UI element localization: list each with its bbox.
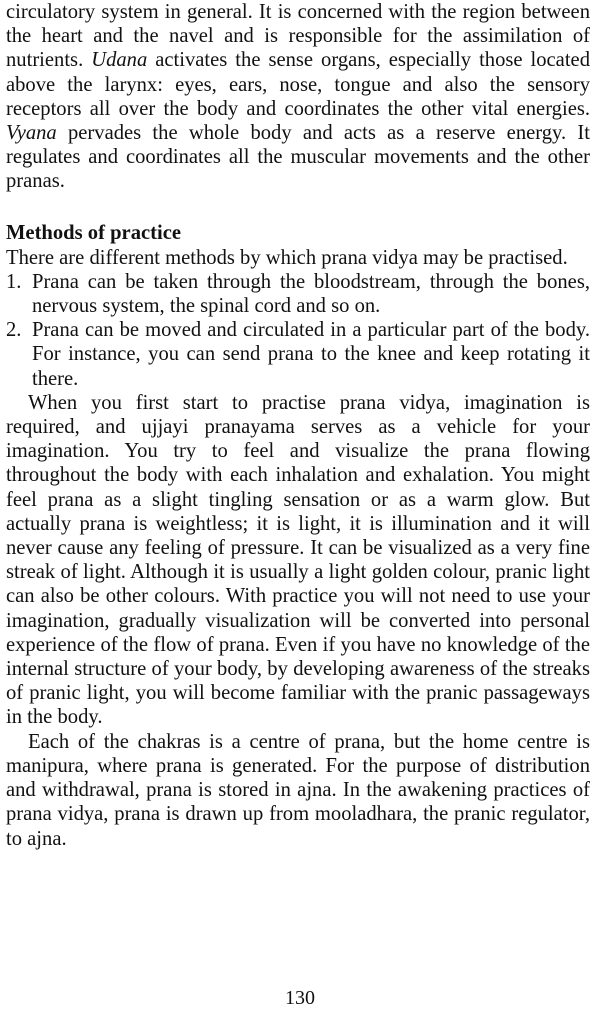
term-vyana: Vyana bbox=[6, 122, 57, 145]
list-item-text: Prana can be moved and circulated in a particular part of the body. For instance, you can send prana to the knee and keep rotating it there. bbox=[32, 319, 590, 390]
intro-text-a: circulatory system in general. It is concerned with the region between the heart and the navel and is responsible for the assimilation of nutrients. bbox=[6, 1, 590, 72]
term-udana: Udana bbox=[91, 49, 148, 72]
list-item-number: 1. bbox=[6, 270, 22, 293]
book-page bbox=[6, 0, 590, 851]
body-paragraph-chakras: Each of the chakras is a centre of prana, but the home centre is manipura, where prana is generated. For the purpose of distribution and withdrawal, prana is stored in ajna. In the awakening practices of prana vidya, prana is drawn up from mooladhara, the pranic regulator, to ajna. bbox=[6, 730, 590, 850]
section-heading: Methods of practice bbox=[6, 221, 181, 244]
list-item bbox=[6, 318, 590, 391]
section-lead: There are different methods by which prana vidya may be practised. bbox=[6, 246, 568, 269]
intro-text-c: pervades the whole body and acts as a reserve energy. It regulates and coordinates all the muscular movements and the other pranas. bbox=[6, 122, 590, 193]
page-number: 130 bbox=[285, 987, 315, 1009]
body-paragraph-visualization: When you first start to practise prana vidya, imagination is required, and ujjayi pranayama serves as a vehicle for your imagination. You try to feel and visualize the prana flowing throughout the body with each inhalation and exhalation. You might feel prana as a slight tingling sensation or as a warm glow. But actually prana is weightless; it is light, it is illumination and it will never cause any feeling of pressure. It can be visualized as a very fine streak of light. Although it is usually a light golden colour, pranic light can also be other colours. With practice you will not need to use your imagination, gradually visualization will be converted into personal experience of the flow of prana. Even if you have no knowledge of the internal structure of your body, by developing awareness of the streaks of pranic light, you will become familiar with the pranic passageways in the body. bbox=[6, 391, 590, 729]
list-item bbox=[6, 270, 590, 318]
list-item-number: 2. bbox=[6, 319, 22, 342]
intro-text-b: activates the sense organs, especially those located above the larynx: eyes, ears, nose, tongue and also the sensory receptors all over the body and coordinates the other vital energies. bbox=[6, 49, 590, 120]
list-item-text: Prana can be taken through the bloodstream, through the bones, nervous system, the spinal cord and so on. bbox=[32, 270, 590, 318]
intro-paragraph bbox=[6, 0, 590, 194]
methods-list bbox=[6, 270, 590, 391]
